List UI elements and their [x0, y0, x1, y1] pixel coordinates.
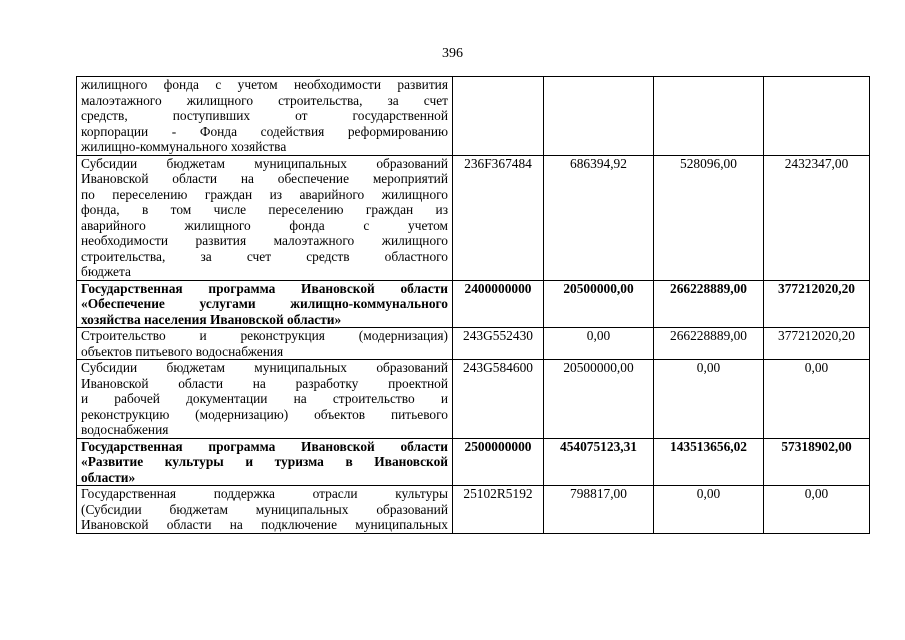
- table-row: [77, 155, 870, 280]
- row-name-line: реконструкцию (модернизацию) объектов питьевого: [81, 406, 448, 422]
- amount-year3-cell: 377212020,20: [764, 328, 870, 360]
- amount-year3-cell: 0,00: [764, 486, 870, 534]
- amount-year3-cell: 377212020,20: [764, 280, 870, 328]
- table-row: [77, 328, 870, 360]
- row-name-line: строительства, за счет средств областного: [81, 248, 448, 264]
- row-name-line: Ивановской области на обеспечение мероприятий: [81, 171, 448, 186]
- row-name-cell: [77, 77, 453, 156]
- amount-year2-cell: 528096,00: [654, 155, 764, 280]
- amount-year3-cell: [764, 77, 870, 156]
- row-name-line: корпорации - Фонда содействия реформированию: [81, 123, 448, 139]
- target-code-cell: 243G552430: [453, 328, 544, 360]
- target-code-cell: 2400000000: [453, 280, 544, 328]
- amount-year1-cell: 20500000,00: [544, 360, 654, 439]
- row-name-line: и рабочей документации на строительство и: [81, 391, 448, 406]
- amount-year3-cell: 57318902,00: [764, 438, 870, 486]
- row-name-cell: [77, 328, 453, 360]
- row-name-line: «Обеспечение услугами жилищно-коммунального: [81, 296, 448, 311]
- table-row: [77, 486, 870, 534]
- amount-year2-cell: 266228889,00: [654, 328, 764, 360]
- row-name-cell: [77, 486, 453, 534]
- row-name-line: Субсидии бюджетам муниципальных образований: [81, 155, 448, 171]
- budget-table: [76, 76, 870, 534]
- row-name-line: Субсидии бюджетам муниципальных образований: [81, 360, 448, 375]
- row-name-line: Строительство и реконструкция (модернизация): [81, 328, 448, 343]
- row-name-line: Ивановской области на разработку проектной: [81, 375, 448, 391]
- row-name-line: аварийного жилищного фонда с учетом: [81, 217, 448, 233]
- amount-year1-cell: 0,00: [544, 328, 654, 360]
- row-name-line: «Развитие культуры и туризма в Ивановской: [81, 454, 448, 469]
- row-name-line: малоэтажного жилищного строительства, за счет: [81, 92, 448, 108]
- row-name-line: (Субсидии бюджетам муниципальных образований: [81, 501, 448, 517]
- table-row: [77, 280, 870, 328]
- amount-year3-cell: 2432347,00: [764, 155, 870, 280]
- row-name-line: жилищного фонда с учетом необходимости развития: [81, 77, 448, 92]
- row-name-cell: [77, 280, 453, 328]
- amount-year1-cell: 798817,00: [544, 486, 654, 534]
- target-code-cell: 2500000000: [453, 438, 544, 486]
- row-name-line: средств, поступивших от государственной: [81, 108, 448, 123]
- amount-year1-cell: 686394,92: [544, 155, 654, 280]
- amount-year1-cell: [544, 77, 654, 156]
- row-name-cell: [77, 360, 453, 439]
- row-name-line: объектов питьевого водоснабжения: [81, 343, 284, 359]
- amount-year3-cell: 0,00: [764, 360, 870, 439]
- row-name-line: Государственная поддержка отрасли культуры: [81, 486, 448, 501]
- target-code-cell: 243G584600: [453, 360, 544, 439]
- row-name-line: Государственная программа Ивановской области: [81, 438, 448, 454]
- target-code-cell: 25102R5192: [453, 486, 544, 534]
- budget-table-body: [77, 77, 870, 534]
- table-row: [77, 438, 870, 486]
- table-row: [77, 360, 870, 439]
- row-name-line: области»: [81, 469, 136, 485]
- row-name-line: фонда, в том числе переселению граждан из: [81, 202, 448, 217]
- amount-year2-cell: 266228889,00: [654, 280, 764, 328]
- page-number: 396: [442, 46, 463, 61]
- amount-year2-cell: [654, 77, 764, 156]
- amount-year1-cell: 454075123,31: [544, 438, 654, 486]
- amount-year1-cell: 20500000,00: [544, 280, 654, 328]
- table-row: [77, 77, 870, 156]
- amount-year2-cell: 143513656,02: [654, 438, 764, 486]
- amount-year2-cell: 0,00: [654, 486, 764, 534]
- row-name-line: хозяйства населения Ивановской области»: [81, 311, 342, 327]
- row-name-line: Государственная программа Ивановской области: [81, 280, 448, 296]
- row-name-line: необходимости развития малоэтажного жилищного: [81, 233, 448, 248]
- row-name-cell: [77, 155, 453, 280]
- row-name-line: бюджета: [81, 264, 131, 279]
- row-name-line: водоснабжения: [81, 422, 169, 437]
- row-name-cell: [77, 438, 453, 486]
- row-name-line: Ивановской области на подключение муниципальных: [81, 517, 448, 532]
- row-name-line: по переселению граждан из аварийного жилищного: [81, 186, 448, 202]
- target-code-cell: 236F367484: [453, 155, 544, 280]
- target-code-cell: [453, 77, 544, 156]
- amount-year2-cell: 0,00: [654, 360, 764, 439]
- row-name-line: жилищно-коммунального хозяйства: [81, 139, 287, 154]
